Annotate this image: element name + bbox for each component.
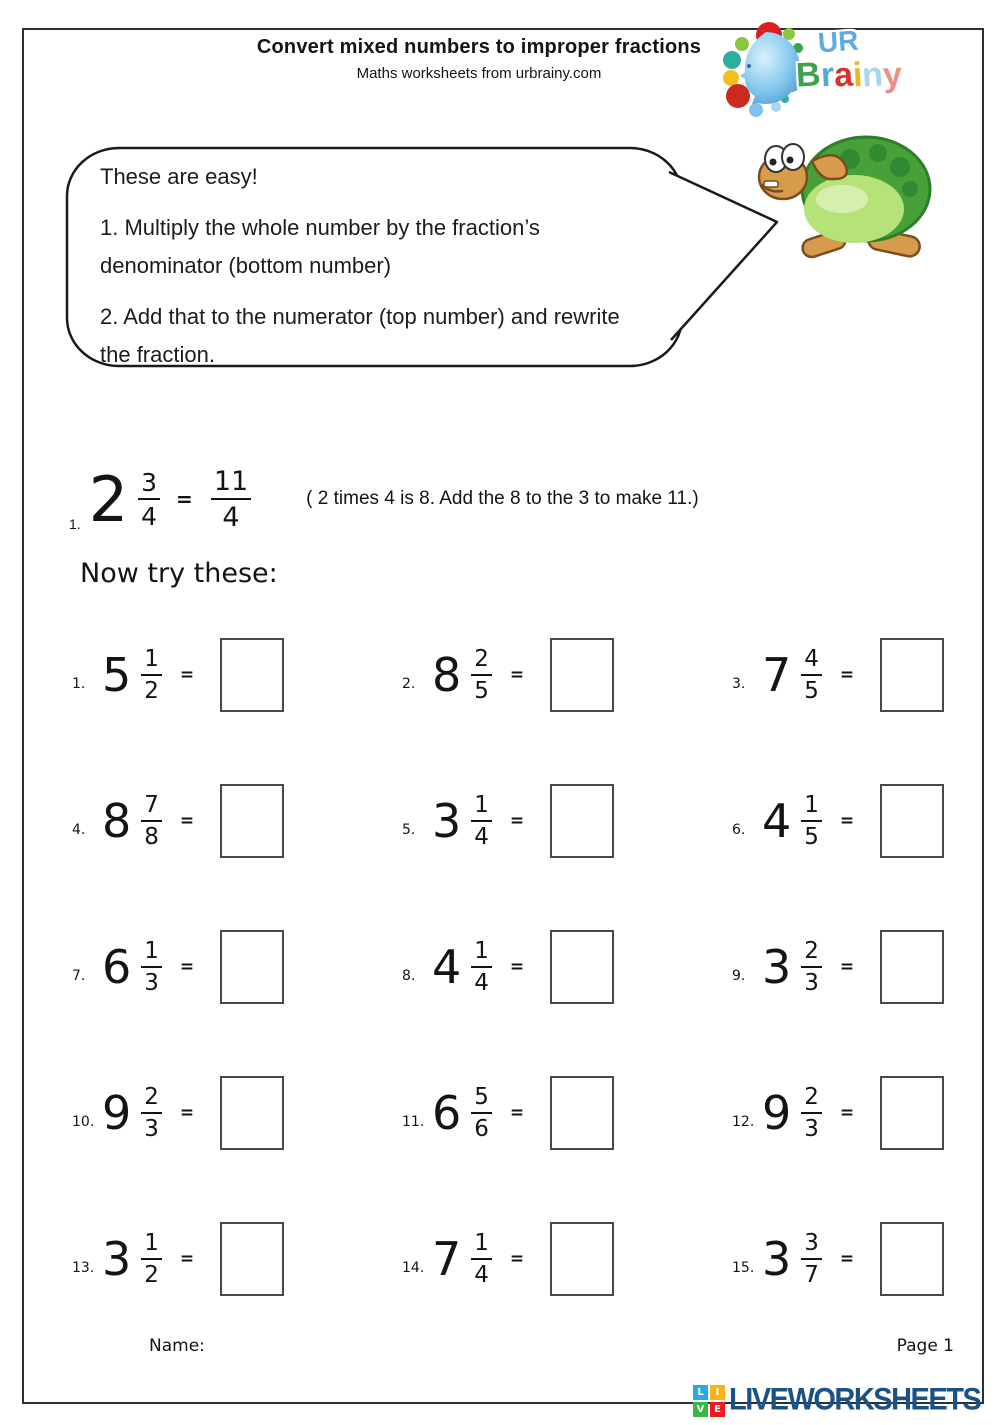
- problem-whole-number: 4: [432, 940, 462, 994]
- problem-equals-sign: =: [509, 957, 525, 977]
- problem-denominator: 7: [804, 1261, 819, 1288]
- problem-numerator: 1: [471, 940, 492, 968]
- problem-item: [62, 1186, 392, 1332]
- problem-numerator: 2: [801, 940, 822, 968]
- problem-numerator: 2: [801, 1086, 822, 1114]
- problem-number: 11.: [402, 1114, 425, 1130]
- logo-letter: B: [794, 55, 822, 95]
- problem-fraction: [471, 791, 492, 850]
- logo-brainy-text: [796, 56, 902, 95]
- bubble-step2: 2. Add that to the numerator (top number) and rewrite the fraction.: [100, 304, 620, 367]
- problem-fraction: [141, 1229, 162, 1288]
- problem-denominator: 2: [144, 1261, 159, 1288]
- worksheet-page: [22, 24, 984, 1404]
- page-number: Page 1: [896, 1336, 954, 1356]
- problem-numerator: 5: [471, 1086, 492, 1114]
- problem-denominator: 3: [804, 969, 819, 996]
- problem-equals-sign: =: [509, 811, 525, 831]
- problem-denominator: 5: [804, 677, 819, 704]
- problem-whole-number: 7: [432, 1232, 462, 1286]
- problem-fraction: [801, 1083, 822, 1142]
- problem-equals-sign: =: [839, 1249, 855, 1269]
- problem-fraction: [471, 645, 492, 704]
- problem-numerator: 1: [801, 794, 822, 822]
- answer-box[interactable]: [220, 784, 284, 858]
- problem-numerator: 1: [471, 1232, 492, 1260]
- problem-item: [722, 602, 972, 748]
- problem-denominator: 3: [144, 969, 159, 996]
- answer-box[interactable]: [220, 1076, 284, 1150]
- brand-tile: I: [710, 1385, 725, 1400]
- name-label: Name:: [149, 1336, 205, 1356]
- speech-bubble-text: [100, 158, 648, 387]
- worksheet-header: [199, 36, 759, 82]
- problem-equals-sign: =: [179, 811, 195, 831]
- problem-numerator: 2: [141, 1086, 162, 1114]
- problem-number: 3.: [732, 676, 746, 692]
- prompt-text: Now try these:: [80, 558, 278, 589]
- logo-letter: i: [851, 55, 864, 95]
- answer-box[interactable]: [880, 1076, 944, 1150]
- problem-number: 9.: [732, 968, 746, 984]
- problem-fraction: [141, 645, 162, 704]
- problem-item: [722, 1040, 972, 1186]
- problem-equals-sign: =: [509, 1103, 525, 1123]
- problem-equals-sign: =: [839, 665, 855, 685]
- problem-number: 2.: [402, 676, 416, 692]
- problem-number: 4.: [72, 822, 86, 838]
- problem-numerator: 7: [141, 794, 162, 822]
- urbrainy-logo: [722, 20, 952, 138]
- brand-tile: E: [710, 1402, 725, 1417]
- problem-numerator: 1: [141, 940, 162, 968]
- answer-box[interactable]: [550, 1076, 614, 1150]
- problem-item: [392, 894, 722, 1040]
- logo-letter: y: [881, 55, 903, 95]
- problem-item: [62, 748, 392, 894]
- problem-item: [392, 1186, 722, 1332]
- answer-box[interactable]: [550, 638, 614, 712]
- problem-denominator: 4: [474, 823, 489, 850]
- problem-numerator: 1: [471, 794, 492, 822]
- problem-number: 1.: [72, 676, 86, 692]
- problem-number: 8.: [402, 968, 416, 984]
- problem-whole-number: 6: [102, 940, 132, 994]
- problem-number: 7.: [72, 968, 86, 984]
- example-number: 1.: [69, 516, 81, 532]
- bubble-step1: 1. Multiply the whole number by the fraction’s denominator (bottom number): [100, 215, 540, 278]
- problem-equals-sign: =: [509, 1249, 525, 1269]
- answer-box[interactable]: [880, 638, 944, 712]
- problem-item: [392, 602, 722, 748]
- problem-numerator: 2: [471, 648, 492, 676]
- bubble-intro: These are easy!: [100, 164, 258, 189]
- problem-denominator: 5: [474, 677, 489, 704]
- brand-tile: L: [693, 1385, 708, 1400]
- answer-box[interactable]: [550, 784, 614, 858]
- problem-whole-number: 3: [102, 1232, 132, 1286]
- example-result-fraction: [211, 465, 251, 533]
- liveworksheets-logo: [693, 1384, 980, 1417]
- problem-number: 6.: [732, 822, 746, 838]
- page-subtitle: Maths worksheets from urbrainy.com: [356, 65, 602, 82]
- problem-denominator: 4: [474, 1261, 489, 1288]
- problem-fraction: [471, 937, 492, 996]
- problem-item: [392, 748, 722, 894]
- problem-denominator: 8: [144, 823, 159, 850]
- problem-whole-number: 3: [762, 1232, 792, 1286]
- example-numerator: 3: [138, 470, 160, 500]
- problem-equals-sign: =: [179, 665, 195, 685]
- problem-fraction: [471, 1229, 492, 1288]
- problem-numerator: 1: [141, 1232, 162, 1260]
- answer-box[interactable]: [220, 638, 284, 712]
- answer-box[interactable]: [550, 930, 614, 1004]
- problem-fraction: [141, 1083, 162, 1142]
- problem-item: [722, 894, 972, 1040]
- example-whole-number: 2: [88, 462, 129, 536]
- example-denominator: 4: [141, 501, 158, 531]
- problem-number: 10.: [72, 1114, 95, 1130]
- problems-grid: [62, 602, 972, 1332]
- worked-example: [69, 454, 699, 544]
- problem-fraction: [801, 645, 822, 704]
- problem-whole-number: 6: [432, 1086, 462, 1140]
- problem-equals-sign: =: [179, 1249, 195, 1269]
- example-fraction: [138, 467, 160, 531]
- problem-whole-number: 8: [432, 648, 462, 702]
- problem-whole-number: 3: [762, 940, 792, 994]
- problem-equals-sign: =: [839, 957, 855, 977]
- answer-box[interactable]: [880, 784, 944, 858]
- problem-equals-sign: =: [179, 957, 195, 977]
- liveworksheets-grid-icon: [693, 1385, 725, 1417]
- problem-number: 14.: [402, 1260, 425, 1276]
- problem-whole-number: 5: [102, 648, 132, 702]
- problem-whole-number: 7: [762, 648, 792, 702]
- problem-denominator: 2: [144, 677, 159, 704]
- example-equals-sign: =: [176, 487, 193, 511]
- problem-whole-number: 3: [432, 794, 462, 848]
- problem-item: [722, 1186, 972, 1332]
- answer-box[interactable]: [220, 930, 284, 1004]
- problem-number: 15.: [732, 1260, 755, 1276]
- problem-fraction: [801, 791, 822, 850]
- answer-box[interactable]: [550, 1222, 614, 1296]
- problem-fraction: [801, 937, 822, 996]
- problem-item: [392, 1040, 722, 1186]
- logo-letter: r: [819, 55, 835, 95]
- problem-denominator: 4: [474, 969, 489, 996]
- problem-denominator: 5: [804, 823, 819, 850]
- logo-letter: a: [832, 55, 854, 95]
- example-result-numerator: 11: [211, 468, 251, 500]
- problem-whole-number: 9: [762, 1086, 792, 1140]
- problem-item: [62, 602, 392, 748]
- problem-equals-sign: =: [509, 665, 525, 685]
- problem-item: [722, 748, 972, 894]
- liveworksheets-wordmark: LIVEWORKSHEETS: [729, 1382, 981, 1418]
- problem-denominator: 3: [144, 1115, 159, 1142]
- answer-box[interactable]: [880, 930, 944, 1004]
- logo-letter: n: [861, 55, 884, 95]
- problem-denominator: 6: [474, 1115, 489, 1142]
- problem-fraction: [471, 1083, 492, 1142]
- problem-fraction: [801, 1229, 822, 1288]
- answer-box[interactable]: [880, 1222, 944, 1296]
- example-note: ( 2 times 4 is 8. Add the 8 to the 3 to make 11.): [306, 488, 699, 509]
- problem-numerator: 3: [801, 1232, 822, 1260]
- problem-whole-number: 4: [762, 794, 792, 848]
- problem-number: 13.: [72, 1260, 95, 1276]
- brand-tile: V: [693, 1402, 708, 1417]
- problem-equals-sign: =: [839, 1103, 855, 1123]
- problem-equals-sign: =: [839, 811, 855, 831]
- problem-fraction: [141, 937, 162, 996]
- problem-item: [62, 1040, 392, 1186]
- turtle-mascot-icon: [750, 125, 945, 285]
- problem-whole-number: 8: [102, 794, 132, 848]
- problem-numerator: 4: [801, 648, 822, 676]
- answer-box[interactable]: [220, 1222, 284, 1296]
- problem-fraction: [141, 791, 162, 850]
- problem-number: 5.: [402, 822, 416, 838]
- problem-numerator: 1: [141, 648, 162, 676]
- problem-whole-number: 9: [102, 1086, 132, 1140]
- example-result-denominator: 4: [222, 501, 240, 533]
- problem-denominator: 3: [804, 1115, 819, 1142]
- problem-item: [62, 894, 392, 1040]
- problem-number: 12.: [732, 1114, 755, 1130]
- logo-ur-text: UR: [816, 24, 860, 59]
- problem-equals-sign: =: [179, 1103, 195, 1123]
- page-title: Convert mixed numbers to improper fractions: [256, 36, 702, 58]
